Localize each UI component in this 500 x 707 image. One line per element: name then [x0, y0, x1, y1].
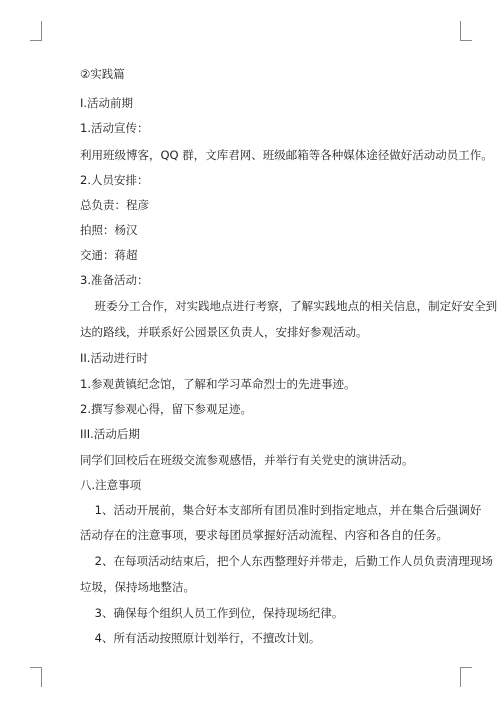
item-heading-staffing: 2.人员安排：	[80, 173, 149, 187]
section-heading-notes: 八.注意事项	[80, 478, 142, 492]
section-heading-practice: ②实践篇	[80, 67, 125, 81]
crop-mark-top-left	[30, 21, 42, 41]
note-1-line2: 活动存在的注意事项，要求每团员掌握好活动流程、内容和各自的任务。	[80, 528, 448, 542]
paragraph-promotion: 利用班级博客，QQ 群，文库君网、班级邮箱等各种媒体途径做好活动动员工作。	[80, 148, 493, 162]
paragraph-after: 同学们回校后在班级交流参观感悟，并举行有关党史的演讲活动。	[80, 453, 414, 467]
paragraph-preparation-line2: 达的路线，并联系好公园景区负责人，安排好参观活动。	[80, 325, 368, 339]
crop-mark-bottom-right	[460, 667, 472, 687]
item-visit-memorial: 1.参观黄镇纪念馆，了解和学习革命烈士的先进事迹。	[80, 377, 356, 391]
phase-heading-during: II.活动进行时	[80, 351, 148, 365]
phase-heading-before: I.活动前期	[80, 96, 134, 110]
staff-line-transport: 交通：蒋超	[80, 248, 138, 262]
note-4: 4、所有活动按照原计划举行，不擅改计划。	[80, 631, 321, 645]
phase-heading-after: III.活动后期	[80, 427, 140, 441]
note-1-line1: 1、活动开展前，集合好本支部所有团员准时到指定地点，并在集合后强调好	[80, 503, 482, 517]
crop-mark-top-right	[460, 21, 472, 41]
note-3: 3、确保每个组织人员工作到位，保持现场纪律。	[80, 606, 344, 620]
staff-line-photo: 拍照：杨汉	[80, 223, 138, 237]
item-heading-promotion: 1.活动宣传：	[80, 121, 149, 135]
note-2-line2: 垃圾，保持场地整洁。	[80, 580, 195, 594]
item-heading-preparation: 3.准备活动：	[80, 273, 149, 287]
crop-mark-bottom-left	[30, 667, 42, 687]
paragraph-preparation-line1: 班委分工合作，对实践地点进行考察，了解实践地点的相关信息，制定好安全到	[80, 299, 498, 313]
note-2-line1: 2、在每项活动结束后，把个人东西整理好并带走，后勤工作人员负责清理现场	[80, 554, 493, 568]
item-write-reflection: 2.撰写参观心得，留下参观足迹。	[80, 402, 252, 416]
staff-line-lead: 总负责：程彦	[80, 198, 149, 212]
